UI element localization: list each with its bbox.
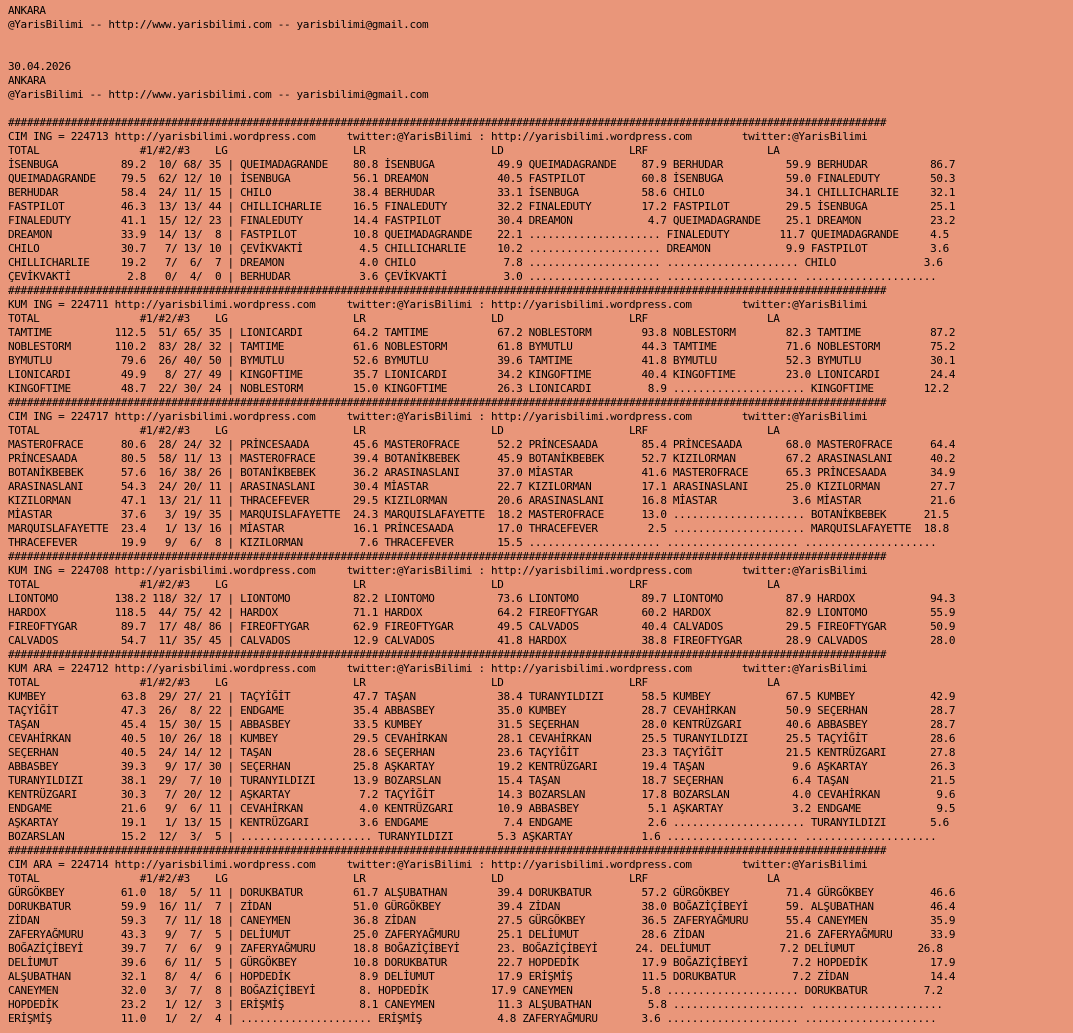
result-row: AŞKARTAY 19.1 1/ 13/ 15 | KENTRÜZGARI 3.6 ENDGAME 7.4 ENDGAME 2.6 ..................... TURANYILDIZI 5.6 — [8, 816, 949, 829]
race-section — [8, 844, 1073, 1026]
result-row: TAMTIME 112.5 51/ 65/ 35 | LIONICARDI 64.2 TAMTIME 67.2 NOBLESTORM 93.8 NOBLESTORM 82.3 TAMTIME 87.2 — [8, 326, 956, 339]
result-row: TAÇYİĞİT 47.3 26/ 8/ 22 | ENDGAME 35.4 ABBASBEY 35.0 KUMBEY 28.7 CEVAHİRKAN 50.9 SEÇERHAN 28.7 — [8, 704, 956, 717]
result-row: SEÇERHAN 40.5 24/ 14/ 12 | TAŞAN 28.6 SEÇERHAN 23.6 TAÇYİĞİT 23.3 TAÇYİĞİT 21.5 KENTRÜZGARI 27.8 — [8, 746, 956, 759]
result-row: HOPDEDİK 23.2 1/ 12/ 3 | ERİŞMİŞ 8.1 CANEYMEN 11.3 ALŞUBATHAN 5.8 ..................... ..................... — [8, 998, 943, 1011]
race-title: KUM ING = 224711 http://yarisbilimi.wordpress.com twitter:@YarisBilimi : http://yarisbilimi.wordpress.com twitter:@YarisBilimi — [8, 298, 868, 311]
race-sections — [8, 116, 1073, 1026]
header-city: ANKARA — [8, 4, 46, 17]
result-row: ERİŞMİŞ 11.0 1/ 2/ 4 | ..................... ERİŞMİŞ 4.8 ZAFERYAĞMURU 3.6 ..................... ..................... — [8, 1012, 937, 1025]
column-header: TOTAL #1/#2/#3 LG LR LD LRF LA — [8, 578, 780, 591]
section-separator: ############################################################################################################################################ — [8, 648, 887, 661]
result-row: ALŞUBATHAN 32.1 8/ 4/ 6 | HOPDEDİK 8.9 DELİUMUT 17.9 ERİŞMİŞ 11.5 DORUKBATUR 7.2 ZİDAN 14.4 — [8, 970, 956, 983]
race-section — [8, 396, 1073, 550]
race-section — [8, 648, 1073, 844]
result-row: ZİDAN 59.3 7/ 11/ 18 | CANEYMEN 36.8 ZİDAN 27.5 GÜRGÖKBEY 36.5 ZAFERYAĞMURU 55.4 CANEYMEN 35.9 — [8, 914, 956, 927]
result-row: DREAMON 33.9 14/ 13/ 8 | FASTPILOT 10.8 QUEIMADAGRANDE 22.1 ..................... FINALEDUTY 11.7 QUEIMADAGRANDE 4.5 — [8, 228, 949, 241]
race-title: CIM ING = 224717 http://yarisbilimi.wordpress.com twitter:@YarisBilimi : http://yarisbilimi.wordpress.com twitter:@YarisBilimi — [8, 410, 868, 423]
result-row: LIONTOMO 138.2 118/ 32/ 17 | LIONTOMO 82.2 LIONTOMO 73.6 LIONTOMO 89.7 LIONTOMO 87.9 HARDOX 94.3 — [8, 592, 956, 605]
result-row: ARASINASLANI 54.3 24/ 20/ 11 | ARASINASLANI 30.4 MİASTAR 22.7 KIZILORMAN 17.1 ARASINASLANI 25.0 KIZILORMAN 27.7 — [8, 480, 956, 493]
result-row: CHILLICHARLIE 19.2 7/ 6/ 7 | DREAMON 4.0 CHILO 7.8 ..................... ..................... CHILO 3.6 — [8, 256, 943, 269]
result-row: KINGOFTIME 48.7 22/ 30/ 24 | NOBLESTORM 15.0 KINGOFTIME 26.3 LIONICARDI 8.9 ..................... KINGOFTIME 12.2 — [8, 382, 949, 395]
column-header: TOTAL #1/#2/#3 LG LR LD LRF LA — [8, 872, 780, 885]
section-separator: ############################################################################################################################################ — [8, 396, 887, 409]
result-row: KUMBEY 63.8 29/ 27/ 21 | TAÇYİĞİT 47.7 TAŞAN 38.4 TURANYILDIZI 58.5 KUMBEY 67.5 KUMBEY 42.9 — [8, 690, 956, 703]
result-row: FASTPILOT 46.3 13/ 13/ 44 | CHILLICHARLIE 16.5 FINALEDUTY 32.2 FINALEDUTY 17.2 FASTPILOT 29.5 İSENBUGA 25.1 — [8, 200, 956, 213]
result-row: CANEYMEN 32.0 3/ 7/ 8 | BOĞAZİÇİBEYİ 8. HOPDEDİK 17.9 CANEYMEN 5.8 ..................... DORUKBATUR 7.2 — [8, 984, 943, 997]
race-section — [8, 550, 1073, 648]
result-row: BERHUDAR 58.4 24/ 11/ 15 | CHILO 38.4 BERHUDAR 33.1 İSENBUGA 58.6 CHILO 34.1 CHILLICHARLIE 32.1 — [8, 186, 956, 199]
header-contact: @YarisBilimi -- http://www.yarisbilimi.com -- yarisbilimi@gmail.com — [8, 88, 429, 101]
column-header: TOTAL #1/#2/#3 LG LR LD LRF LA — [8, 676, 780, 689]
result-row: MASTEROFRACE 80.6 28/ 24/ 32 | PRİNCESAADA 45.6 MASTEROFRACE 52.2 PRİNCESAADA 85.4 PRİNCESAADA 68.0 MASTEROFRACE 64.4 — [8, 438, 956, 451]
result-row: PRİNCESAADA 80.5 58/ 11/ 13 | MASTEROFRACE 39.4 BOTANİKBEBEK 45.9 BOTANİKBEBEK 52.7 KIZILORMAN 67.2 ARASINASLANI 40.2 — [8, 452, 956, 465]
result-row: MİASTAR 37.6 3/ 19/ 35 | MARQUISLAFAYETTE 24.3 MARQUISLAFAYETTE 18.2 MASTEROFRACE 13.0 ..................... BOTANİKBEBEK 21.5 — [8, 508, 949, 521]
result-row: HARDOX 118.5 44/ 75/ 42 | HARDOX 71.1 HARDOX 64.2 FIREOFTYGAR 60.2 HARDOX 82.9 LIONTOMO 55.9 — [8, 606, 956, 619]
section-separator: ############################################################################################################################################ — [8, 550, 887, 563]
column-header: TOTAL #1/#2/#3 LG LR LD LRF LA — [8, 144, 780, 157]
result-row: BOTANİKBEBEK 57.6 16/ 38/ 26 | BOTANİKBEBEK 36.2 ARASINASLANI 37.0 MİASTAR 41.6 MASTEROFRACE 65.3 PRİNCESAADA 34.9 — [8, 466, 956, 479]
result-row: BYMUTLU 79.6 26/ 40/ 50 | BYMUTLU 52.6 BYMUTLU 39.6 TAMTIME 41.8 BYMUTLU 52.3 BYMUTLU 30.1 — [8, 354, 956, 367]
result-row: QUEIMADAGRANDE 79.5 62/ 12/ 10 | İSENBUGA 56.1 DREAMON 40.5 FASTPILOT 60.8 İSENBUGA 59.0 FINALEDUTY 50.3 — [8, 172, 956, 185]
column-header: TOTAL #1/#2/#3 LG LR LD LRF LA — [8, 424, 780, 437]
result-row: ABBASBEY 39.3 9/ 17/ 30 | SEÇERHAN 25.8 AŞKARTAY 19.2 KENTRÜZGARI 19.4 TAŞAN 9.6 AŞKARTAY 26.3 — [8, 760, 956, 773]
section-separator: ############################################################################################################################################ — [8, 116, 887, 129]
result-row: CEVAHİRKAN 40.5 10/ 26/ 18 | KUMBEY 29.5 CEVAHİRKAN 28.1 CEVAHİRKAN 25.5 TURANYILDIZI 25.5 TAÇYİĞİT 28.6 — [8, 732, 956, 745]
section-separator: ############################################################################################################################################ — [8, 284, 887, 297]
header-contact: @YarisBilimi -- http://www.yarisbilimi.com -- yarisbilimi@gmail.com — [8, 18, 429, 31]
race-title: KUM ING = 224708 http://yarisbilimi.wordpress.com twitter:@YarisBilimi : http://yarisbilimi.wordpress.com twitter:@YarisBilimi — [8, 564, 868, 577]
result-row: ZAFERYAĞMURU 43.3 9/ 7/ 5 | DELİUMUT 25.0 ZAFERYAĞMURU 25.1 DELİUMUT 28.6 ZİDAN 21.6 ZAFERYAĞMURU 33.9 — [8, 928, 956, 941]
result-row: TURANYILDIZI 38.1 29/ 7/ 10 | TURANYILDIZI 13.9 BOZARSLAN 15.4 TAŞAN 18.7 SEÇERHAN 6.4 TAŞAN 21.5 — [8, 774, 956, 787]
result-row: KENTRÜZGARI 30.3 7/ 20/ 12 | AŞKARTAY 7.2 TAÇYİĞİT 14.3 BOZARSLAN 17.8 BOZARSLAN 4.0 CEVAHİRKAN 9.6 — [8, 788, 956, 801]
result-row: NOBLESTORM 110.2 83/ 28/ 32 | TAMTIME 61.6 NOBLESTORM 61.8 BYMUTLU 44.3 TAMTIME 71.6 NOBLESTORM 75.2 — [8, 340, 956, 353]
section-separator: ############################################################################################################################################ — [8, 844, 887, 857]
report-date: 30.04.2026 — [8, 60, 71, 73]
result-row: ÇEVİKVAKTİ 2.8 0/ 4/ 0 | BERHUDAR 3.6 ÇEVİKVAKTİ 3.0 ..................... ..................... ..................... — [8, 270, 937, 283]
result-row: FIREOFTYGAR 89.7 17/ 48/ 86 | FIREOFTYGAR 62.9 FIREOFTYGAR 49.5 CALVADOS 40.4 CALVADOS 29.5 FIREOFTYGAR 50.9 — [8, 620, 956, 633]
header-city: ANKARA — [8, 74, 46, 87]
race-section — [8, 116, 1073, 284]
result-row: BOZARSLAN 15.2 12/ 3/ 5 | ..................... TURANYILDIZI 5.3 AŞKARTAY 1.6 ..................... ..................... — [8, 830, 937, 843]
result-row: TAŞAN 45.4 15/ 30/ 15 | ABBASBEY 33.5 KUMBEY 31.5 SEÇERHAN 28.0 KENTRÜZGARI 40.6 ABBASBEY 28.7 — [8, 718, 956, 731]
race-section — [8, 284, 1073, 396]
race-title: CIM ARA = 224714 http://yarisbilimi.wordpress.com twitter:@YarisBilimi : http://yarisbilimi.wordpress.com twitter:@YarisBilimi — [8, 858, 868, 871]
result-row: LIONICARDI 49.9 8/ 27/ 49 | KINGOFTIME 35.7 LIONICARDI 34.2 KINGOFTIME 40.4 KINGOFTIME 23.0 LIONICARDI 24.4 — [8, 368, 956, 381]
result-row: DELİUMUT 39.6 6/ 11/ 5 | GÜRGÖKBEY 10.8 DORUKBATUR 22.7 HOPDEDİK 17.9 BOĞAZİÇİBEYİ 7.2 HOPDEDİK 17.9 — [8, 956, 956, 969]
result-row: DORUKBATUR 59.9 16/ 11/ 7 | ZİDAN 51.0 GÜRGÖKBEY 39.4 ZİDAN 38.0 BOĞAZİÇİBEYİ 59. ALŞUBATHAN 46.4 — [8, 900, 956, 913]
result-row: CHILO 30.7 7/ 13/ 10 | ÇEVİKVAKTİ 4.5 CHILLICHARLIE 10.2 ..................... DREAMON 9.9 FASTPILOT 3.6 — [8, 242, 949, 255]
result-row: MARQUISLAFAYETTE 23.4 1/ 13/ 16 | MİASTAR 16.1 PRİNCESAADA 17.0 THRACEFEVER 2.5 ..................... MARQUISLAFAYETTE 18.8 — [8, 522, 949, 535]
result-row: İSENBUGA 89.2 10/ 68/ 35 | QUEIMADAGRANDE 80.8 İSENBUGA 49.9 QUEIMADAGRANDE 87.9 BERHUDAR 59.9 BERHUDAR 86.7 — [8, 158, 956, 171]
race-title: KUM ARA = 224712 http://yarisbilimi.wordpress.com twitter:@YarisBilimi : http://yarisbilimi.wordpress.com twitter:@YarisBilimi — [8, 662, 868, 675]
result-row: CALVADOS 54.7 11/ 35/ 45 | CALVADOS 12.9 CALVADOS 41.8 HARDOX 38.8 FIREOFTYGAR 28.9 CALVADOS 28.0 — [8, 634, 956, 647]
result-row: FINALEDUTY 41.1 15/ 12/ 23 | FINALEDUTY 14.4 FASTPILOT 30.4 DREAMON 4.7 QUEIMADAGRANDE 25.1 DREAMON 23.2 — [8, 214, 956, 227]
header-blank — [8, 32, 1073, 46]
result-row: GÜRGÖKBEY 61.0 18/ 5/ 11 | DORUKBATUR 61.7 ALŞUBATHAN 39.4 DORUKBATUR 57.2 GÜRGÖKBEY 71.4 GÜRGÖKBEY 46.6 — [8, 886, 956, 899]
result-row: THRACEFEVER 19.9 9/ 6/ 8 | KIZILORMAN 7.6 THRACEFEVER 15.5 ..................... ..................... ..................... — [8, 536, 937, 549]
header-blank — [8, 46, 1073, 60]
result-row: ENDGAME 21.6 9/ 6/ 11 | CEVAHİRKAN 4.0 KENTRÜZGARI 10.9 ABBASBEY 5.1 AŞKARTAY 3.2 ENDGAME 9.5 — [8, 802, 956, 815]
race-title: CIM ING = 224713 http://yarisbilimi.wordpress.com twitter:@YarisBilimi : http://yarisbilimi.wordpress.com twitter:@YarisBilimi — [8, 130, 868, 143]
column-header: TOTAL #1/#2/#3 LG LR LD LRF LA — [8, 312, 780, 325]
result-row: BOĞAZİÇİBEYİ 39.7 7/ 6/ 9 | ZAFERYAĞMURU 18.8 BOĞAZİÇİBEYİ 23. BOĞAZİÇİBEYİ 24. DELİUMUT 7.2 DELİUMUT 26.8 — [8, 942, 943, 955]
result-row: KIZILORMAN 47.1 13/ 21/ 11 | THRACEFEVER 29.5 KIZILORMAN 20.6 ARASINASLANI 16.8 MİASTAR 3.6 MİASTAR 21.6 — [8, 494, 956, 507]
header-blank — [8, 102, 1073, 116]
